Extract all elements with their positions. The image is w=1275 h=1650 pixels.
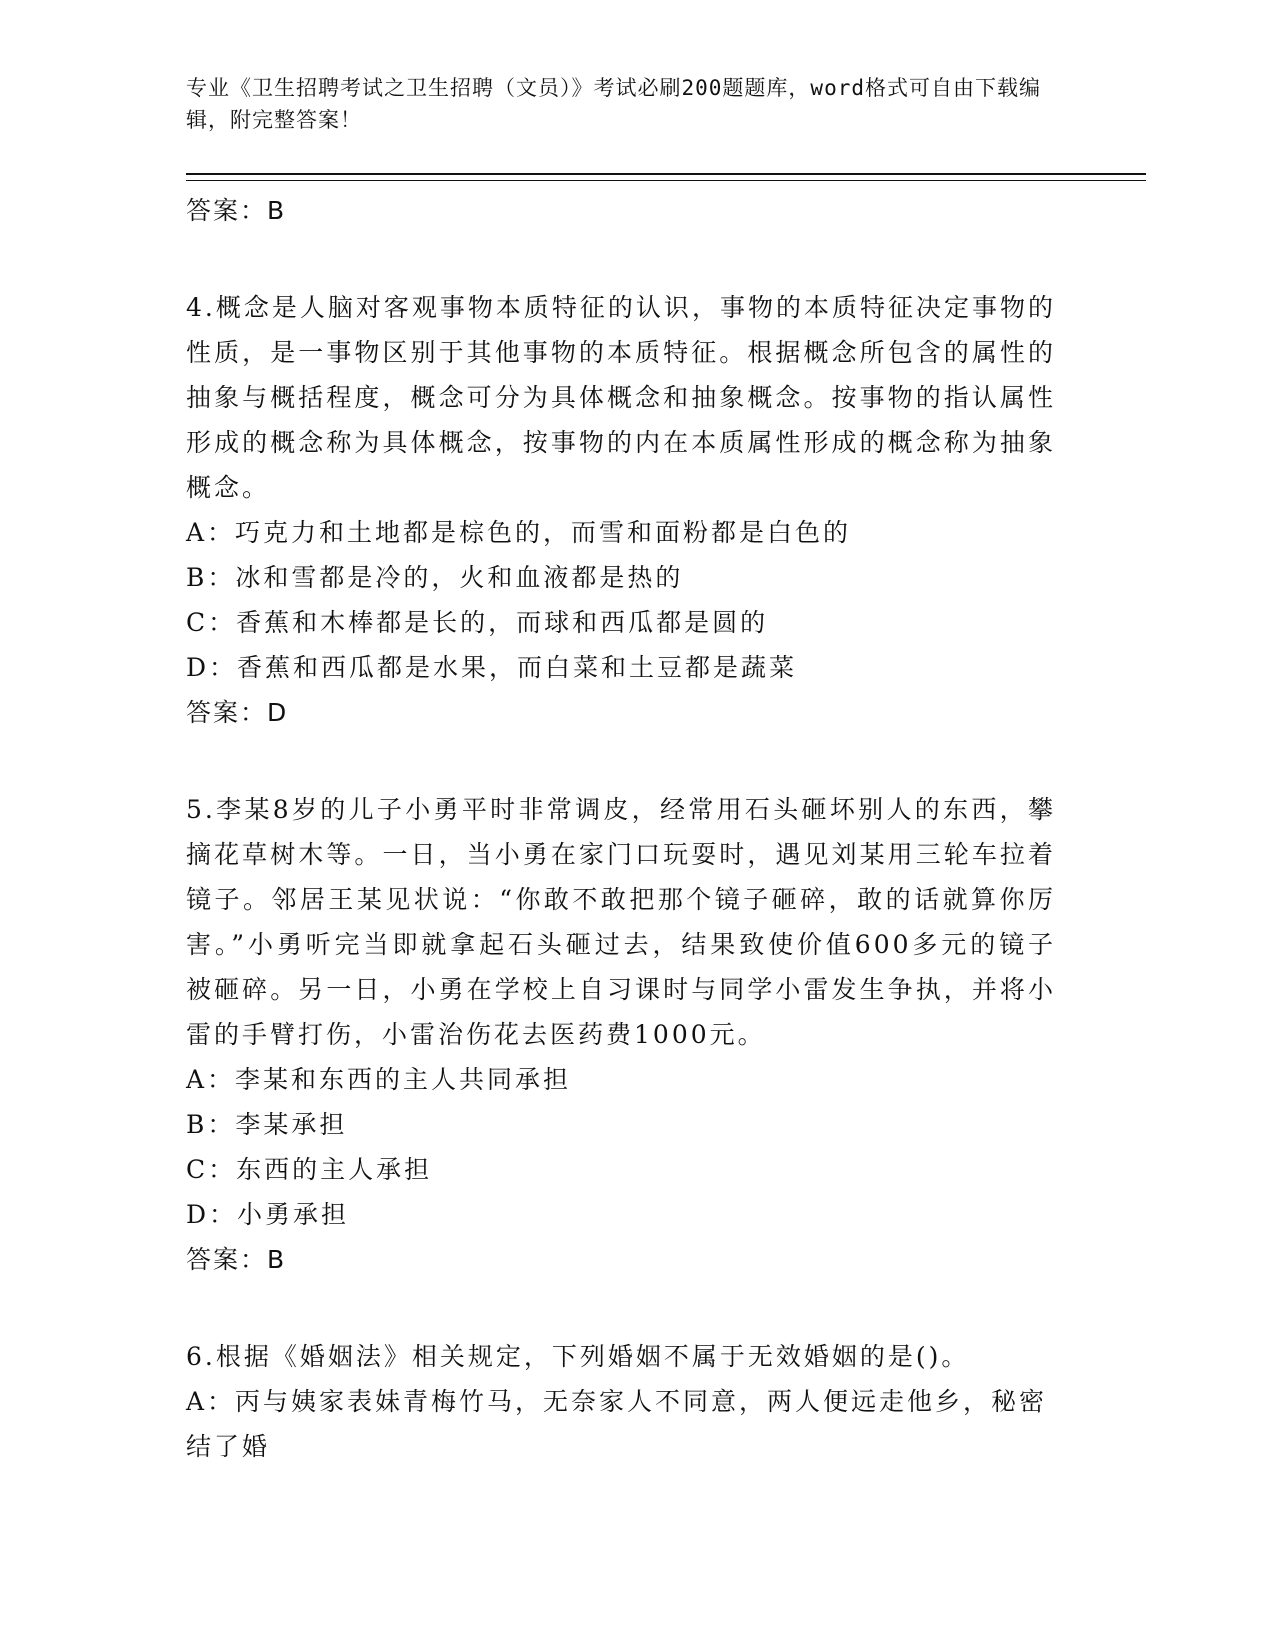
question-4	[186, 285, 1056, 735]
answer-line: 答案：B	[186, 1245, 287, 1274]
option-c: C：香蕉和木棒都是长的，而球和西瓜都是圆的	[186, 608, 769, 637]
question-stem: 4.概念是人脑对客观事物本质特征的认识，事物的本质特征决定事物的性质，是一事物区别于其他事物的本质特征。根据概念所包含的属性的抽象与概括程度，概念可分为具体概念和抽象概念。按事物的指认属性形成的概念称为具体概念，按事物的内在本质属性形成的概念称为抽象概念。	[186, 293, 1056, 502]
question-stem: 5.李某8岁的儿子小勇平时非常调皮，经常用石头砸坏别人的东西，攀摘花草树木等。一日，当小勇在家门口玩耍时，遇见刘某用三轮车拉着镜子。邻居王某见状说：“你敢不敢把那个镜子砸碎，敢的话就算你厉害。”小勇听完当即就拿起石头砸过去，结果致使价值600多元的镜子被砸碎。另一日，小勇在学校上自习课时与同学小雷发生争执，并将小雷的手臂打伤，小雷治伤花去医药费1000元。	[186, 795, 1056, 1049]
header-rule-thin	[186, 180, 1146, 181]
option-c: C：东西的主人承担	[186, 1155, 433, 1184]
question-6	[186, 1334, 1056, 1469]
spacer	[186, 233, 1056, 285]
option-d: D：小勇承担	[186, 1200, 350, 1229]
spacer	[186, 1282, 1056, 1334]
option-b: B：李某承担	[186, 1110, 348, 1139]
question-5	[186, 787, 1056, 1282]
option-a: A：巧克力和土地都是棕色的，而雪和面粉都是白色的	[186, 518, 852, 547]
document-body	[186, 188, 1056, 1469]
option-d: D：香蕉和西瓜都是水果，而白菜和土豆都是蔬菜	[186, 653, 798, 682]
option-a: A：李某和东西的主人共同承担	[186, 1065, 572, 1094]
question-stem: 6.根据《婚姻法》相关规定，下列婚姻不属于无效婚姻的是()。	[186, 1342, 970, 1371]
page-header: 专业《卫生招聘考试之卫生招聘（文员）》考试必刷200题题库，word格式可自由下载编辑，附完整答案！	[186, 76, 1041, 132]
option-b: B：冰和雪都是冷的，火和血液都是热的	[186, 563, 684, 592]
answer-line: 答案：D	[186, 698, 289, 727]
header-rule-thick	[186, 173, 1146, 175]
spacer	[186, 735, 1056, 787]
answer-line-q3: 答案：B	[186, 196, 287, 225]
option-a: A：丙与姨家表妹青梅竹马，无奈家人不同意，两人便远走他乡，秘密结了婚	[186, 1387, 1048, 1461]
